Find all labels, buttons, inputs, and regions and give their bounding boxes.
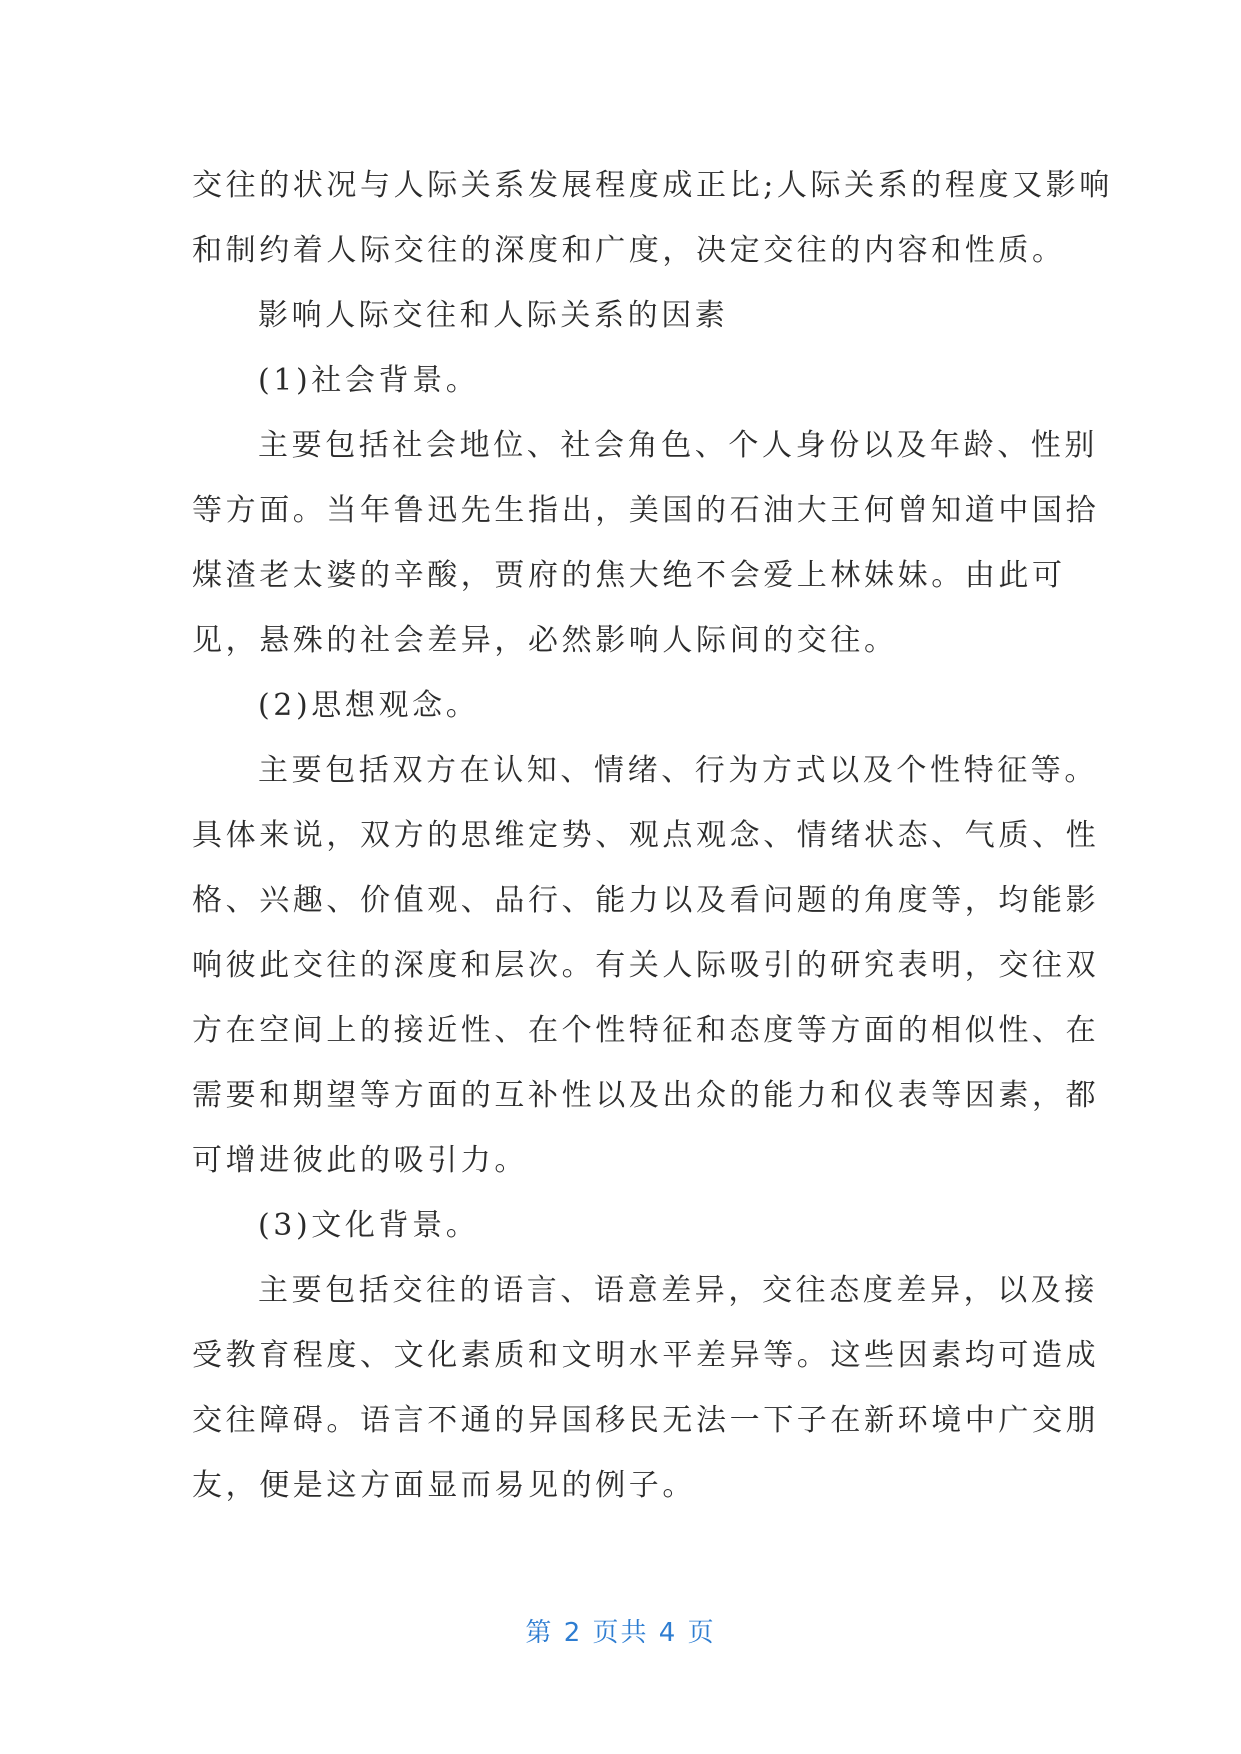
- document-body: [192, 153, 1113, 1518]
- text-line: 煤渣老太婆的辛酸，贾府的焦大绝不会爱上林妹妹。由此可: [192, 558, 1066, 593]
- page-label-prefix: 第: [525, 1618, 564, 1648]
- text-line: 和制约着人际交往的深度和广度，决定交往的内容和性质。: [192, 233, 1066, 268]
- text-line: 可增进彼此的吸引力。: [192, 1143, 528, 1178]
- text-line: 需要和期望等方面的互补性以及出众的能力和仪表等因素，都: [192, 1078, 1100, 1113]
- text-line: 主要包括交往的语言、语意差异，交往态度差异，以及接: [258, 1273, 1098, 1308]
- page-label-suffix: 页: [677, 1618, 716, 1648]
- text-line: 友，便是这方面显而易见的例子。: [192, 1468, 696, 1503]
- section-heading: 影响人际交往和人际关系的因素: [258, 298, 729, 333]
- text-line: 受教育程度、文化素质和文明水平差异等。这些因素均可造成: [192, 1338, 1100, 1373]
- subsection-heading: (2)思想观念。: [258, 688, 480, 723]
- text-line: 格、兴趣、价值观、品行、能力以及看问题的角度等，均能影: [192, 883, 1100, 918]
- text-line: 见，悬殊的社会差异，必然影响人际间的交往。: [192, 623, 898, 658]
- text-line: 主要包括双方在认知、情绪、行为方式以及个性特征等。: [258, 753, 1098, 788]
- subsection-heading: (1)社会背景。: [258, 363, 480, 398]
- subsection-heading: (3)文化背景。: [258, 1208, 480, 1243]
- text-line: 主要包括社会地位、社会角色、个人身份以及年龄、性别: [258, 428, 1098, 463]
- page-number-footer: [0, 1612, 1241, 1649]
- text-line: 交往的状况与人际关系发展程度成正比;人际关系的程度又影响: [192, 168, 1113, 203]
- total-pages-number: 4: [658, 1618, 678, 1648]
- current-page-number: 2: [563, 1618, 583, 1648]
- text-line: 等方面。当年鲁迅先生指出，美国的石油大王何曾知道中国拾: [192, 493, 1100, 528]
- text-line: 响彼此交往的深度和层次。有关人际吸引的研究表明，交往双: [192, 948, 1100, 983]
- text-line: 具体来说，双方的思维定势、观点观念、情绪状态、气质、性: [192, 818, 1100, 853]
- text-line: 交往障碍。语言不通的异国移民无法一下子在新环境中广交朋: [192, 1403, 1100, 1438]
- page-label-middle: 页共: [582, 1618, 659, 1648]
- text-line: 方在空间上的接近性、在个性特征和态度等方面的相似性、在: [192, 1013, 1100, 1048]
